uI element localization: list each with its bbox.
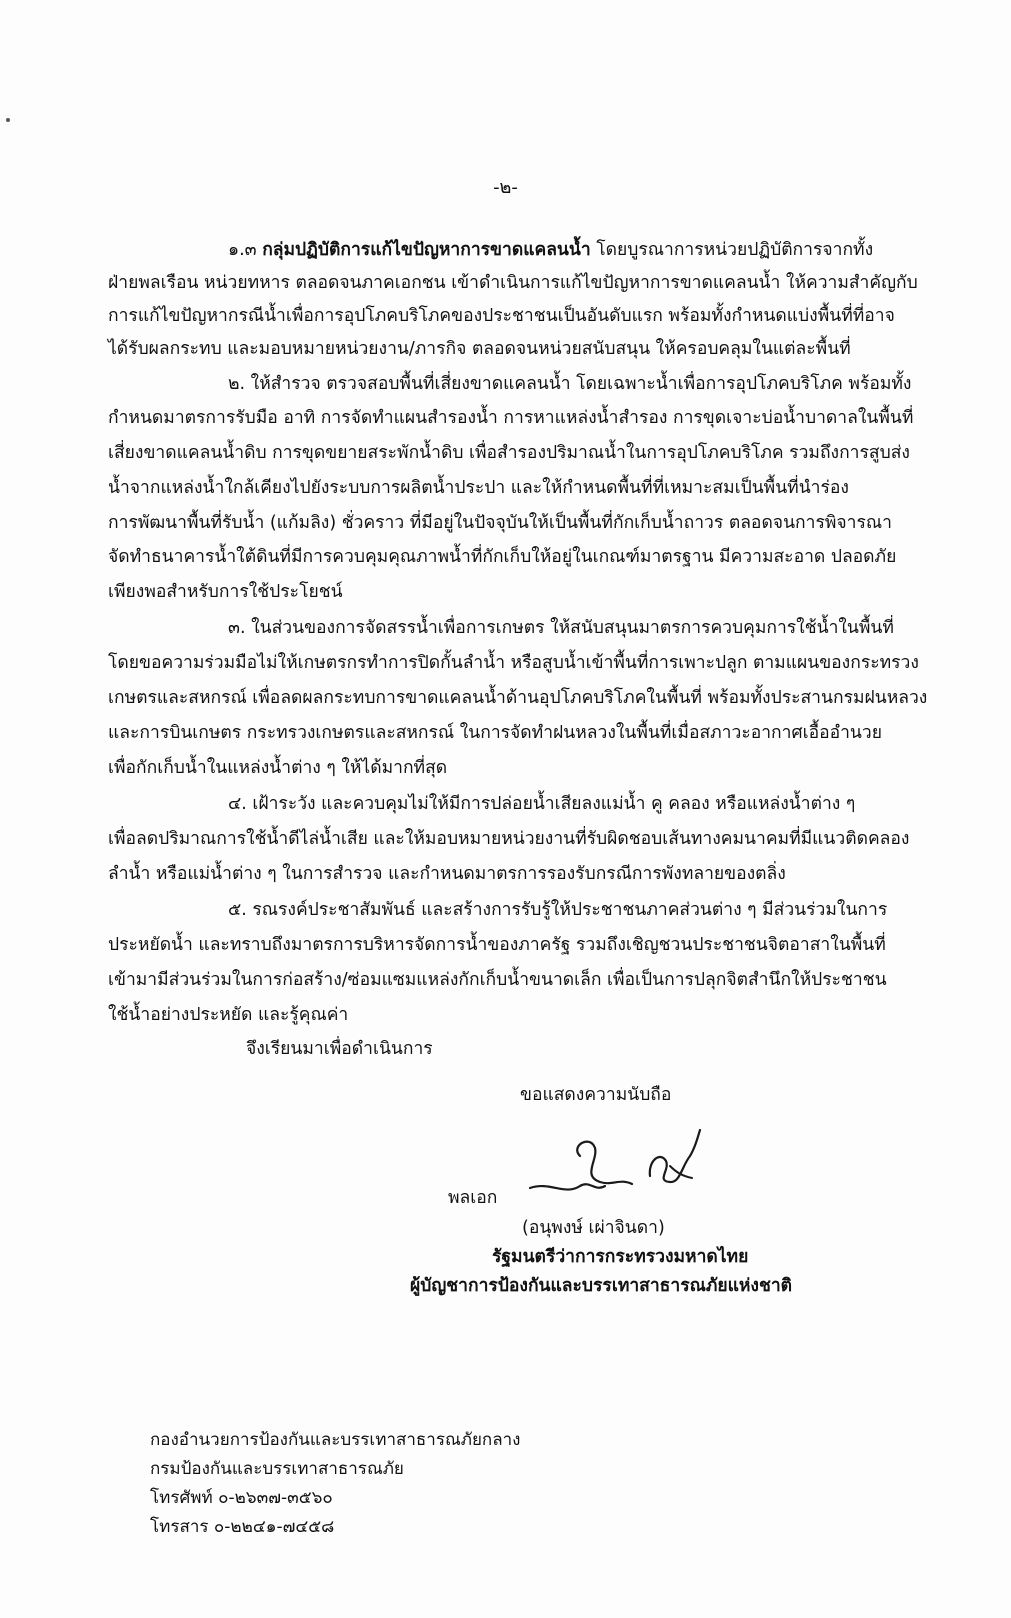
footer-phone: โทรศัพท์ ๐-๒๖๓๗-๓๕๖๐ <box>150 1488 333 1508</box>
paragraph-3-line-4: และการบินเกษตร กระทรวงเกษตรและสหกรณ์ ในการจัดทำฝนหลวงในพื้นที่เมื่อสภาวะอากาศเอื้ออำนวย <box>108 723 882 743</box>
paragraph-5-line-2: ประหยัดน้ำ และทราบถึงมาตรการบริหารจัดการน้ำของภาครัฐ รวมถึงเชิญชวนประชาชนจิตอาสาในพื้นที่ <box>108 935 886 955</box>
paragraph-5-line-1: ๕. รณรงค์ประชาสัมพันธ์ และสร้างการรับรู้ให้ประชาชนภาคส่วนต่าง ๆ มีส่วนร่วมในการ <box>228 900 888 920</box>
paragraph-2-line-2: กำหนดมาตรการรับมือ อาทิ การจัดทำแผนสำรองน้ำ การหาแหล่งน้ำสำรอง การขุดเจาะบ่อน้ำบาดาลในพื้นที่ <box>108 408 914 428</box>
signer-title-1: รัฐมนตรีว่าการกระทรวงมหาดไทย <box>492 1247 749 1267</box>
signer-title-2: ผู้บัญชาการป้องกันและบรรเทาสาธารณภัยแห่งชาติ <box>410 1276 793 1296</box>
paragraph-5-line-3: เข้ามามีส่วนร่วมในการก่อสร้าง/ซ่อมแซมแหล่งกักเก็บน้ำขนาดเล็ก เพื่อเป็นการปลุกจิตสำนึกให้ประชาชน <box>108 970 887 990</box>
paragraph-2-line-3: เสี่ยงขาดแคลนน้ำดิบ การขุดขยายสระพักน้ำดิบ เพื่อสำรองปริมาณน้ำในการอุปโภคบริโภค รวมถึงการสูบส่ง <box>108 443 910 463</box>
paragraph-5-line-4: ใช้น้ำอย่างประหยัด และรู้คุณค่า <box>108 1005 349 1025</box>
paragraph-4-line-3: ลำน้ำ หรือแม่น้ำต่าง ๆ ในการสำรวจ และกำหนดมาตรการรองรับกรณีการพังทลายของตลิ่ง <box>108 864 786 884</box>
paragraph-3-line-5: เพื่อกักเก็บน้ำในแหล่งน้ำต่าง ๆ ให้ได้มากที่สุด <box>108 758 448 778</box>
paragraph-2-line-4: น้ำจากแหล่งน้ำใกล้เคียงไปยังระบบการผลิตน้ำประปา และให้กำหนดพื้นที่ที่เหมาะสมเป็นพื้นที่นำร่อง <box>108 478 849 498</box>
footer-department: กรมป้องกันและบรรเทาสาธารณภัย <box>150 1459 404 1479</box>
paragraph-3-line-1: ๓. ในส่วนของการจัดสรรน้ำเพื่อการเกษตร ให้สนับสนุนมาตรการควบคุมการใช้น้ำในพื้นที่ <box>228 618 894 638</box>
footer-fax: โทรสาร ๐-๒๒๔๑-๗๔๕๘ <box>150 1517 335 1537</box>
paragraph-4-line-2: เพื่อลดปริมาณการใช้น้ำดีไล่น้ำเสีย และให้มอบหมายหน่วยงานที่รับผิดชอบเส้นทางคมนาคมที่มีแนวติดคลอง <box>108 829 910 849</box>
section-heading: กลุ่มปฏิบัติการแก้ไขปัญหาการขาดแคลนน้ำ <box>262 240 591 260</box>
closing-request: จึงเรียนมาเพื่อดำเนินการ <box>246 1039 433 1059</box>
item-number: ๑.๓ <box>228 240 263 260</box>
footer-office: กองอำนวยการป้องกันและบรรเทาสาธารณภัยกลาง <box>150 1430 521 1450</box>
closing-regards: ขอแสดงความนับถือ <box>520 1085 672 1105</box>
line-text: โดยบูรณาการหน่วยปฏิบัติการจากทั้ง <box>590 240 874 260</box>
paragraph-2-line-1: ๒. ให้สำรวจ ตรวจสอบพื้นที่เสี่ยงขาดแคลนน้ำ โดยเฉพาะน้ำเพื่อการอุปโภคบริโภค พร้อมทั้ง <box>228 374 912 394</box>
paragraph-3-line-2: โดยขอความร่วมมือไม่ให้เกษตรกรทำการปิดกั้นลำน้ำ หรือสูบน้ำเข้าพื้นที่การเพาะปลูก ตามแผนของกระทรวง <box>108 653 919 673</box>
page-number: -๒- <box>493 177 518 198</box>
signer-rank: พลเอก <box>448 1188 498 1208</box>
paragraph-2-line-5: การพัฒนาพื้นที่รับน้ำ (แก้มลิง) ชั่วคราว ที่มีอยู่ในปัจจุบันให้เป็นพื้นที่กักเก็บน้ำถาวร ตลอดจนการพิจารณา <box>108 513 892 533</box>
paragraph-1-3-line-3: การแก้ไขปัญหากรณีน้ำเพื่อการอุปโภคบริโภคของประชาชนเป็นอันดับแรก พร้อมทั้งกำหนดแบ่งพื้นที่ที่อาจ <box>108 306 895 326</box>
paragraph-1-3-line-2: ฝ่ายพลเรือน หน่วยทหาร ตลอดจนภาคเอกชน เข้าดำเนินการแก้ไขปัญหาการขาดแคลนน้ำ ให้ความสำคัญกับ <box>108 273 918 293</box>
paragraph-1-3-line-4: ได้รับผลกระทบ และมอบหมายหน่วยงาน/ภารกิจ ตลอดจนหน่วยสนับสนุน ให้ครอบคลุมในแต่ละพื้นที่ <box>108 339 851 359</box>
paragraph-1-3-line-1 <box>228 238 873 262</box>
signer-name: (อนุพงษ์ เผ่าจินดา) <box>522 1218 665 1238</box>
scan-speck <box>6 118 10 122</box>
paragraph-3-line-3: เกษตรและสหกรณ์ เพื่อลดผลกระทบการขาดแคลนน้ำด้านอุปโภคบริโภคในพื้นที่ พร้อมทั้งประสานกรมฝนหลวง <box>108 688 928 708</box>
paragraph-2-line-7: เพียงพอสำหรับการใช้ประโยชน์ <box>108 582 343 602</box>
handwritten-signature <box>520 1126 720 1206</box>
paragraph-4-line-1: ๔. เฝ้าระวัง และควบคุมไม่ให้มีการปล่อยน้ำเสียลงแม่น้ำ คู คลอง หรือแหล่งน้ำต่าง ๆ <box>228 794 856 814</box>
paragraph-2-line-6: จัดทำธนาคารน้ำใต้ดินที่มีการควบคุมคุณภาพน้ำที่กักเก็บให้อยู่ในเกณฑ์มาตรฐาน มีความสะอาด ปลอดภัย <box>108 547 897 567</box>
